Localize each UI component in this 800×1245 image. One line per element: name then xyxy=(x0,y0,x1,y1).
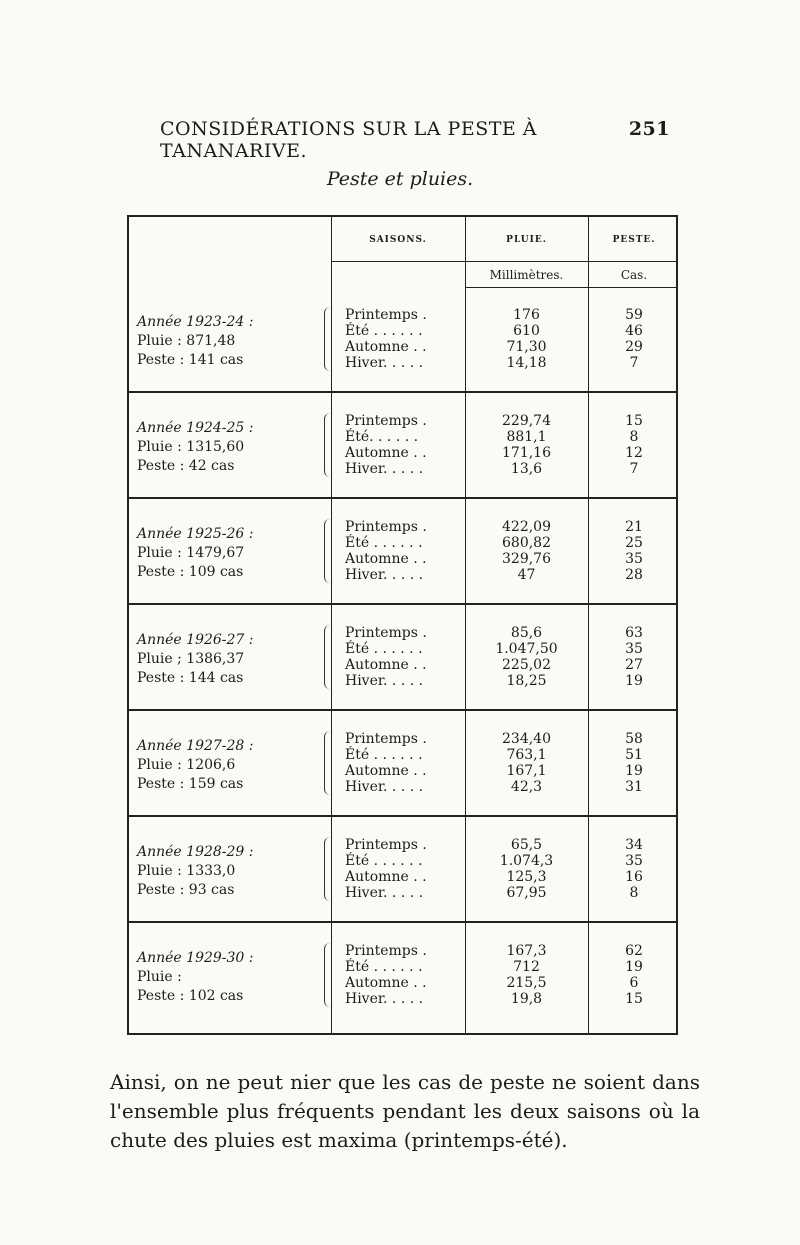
rain-total: Pluie : 871,48 xyxy=(137,333,236,349)
plague-cell: 6 xyxy=(629,975,639,991)
season-rows xyxy=(345,519,676,583)
plague-cell: 12 xyxy=(625,445,643,461)
brace xyxy=(324,625,333,689)
table-row xyxy=(345,641,676,657)
year-label: Année 1925-26 : xyxy=(137,526,254,542)
year-group xyxy=(129,393,676,499)
peste-pluies-table xyxy=(127,215,678,1035)
table-row xyxy=(345,445,676,461)
plague-cell: 31 xyxy=(625,779,643,795)
table-row xyxy=(345,959,676,975)
year-label: Année 1923-24 : xyxy=(137,314,254,330)
year-summary xyxy=(137,949,327,1006)
plague-cell: 7 xyxy=(629,355,639,371)
table-row xyxy=(345,673,676,689)
plague-cell: 8 xyxy=(629,885,639,901)
rain-cell: 171,16 xyxy=(502,445,551,461)
plague-cell: 16 xyxy=(625,869,643,885)
table-row xyxy=(345,885,676,901)
year-label: Année 1924-25 : xyxy=(137,420,254,436)
conclusion-paragraph: Ainsi, on ne peut nier que les cas de peste ne soient dans l'ensemble plus fréquents pendant les deux saisons où la chute des pluies est maxima (printemps-été). xyxy=(110,1070,700,1152)
table-row xyxy=(345,853,676,869)
season-rows xyxy=(345,837,676,901)
season-cell: Été . . . . . . xyxy=(345,747,423,763)
plague-cell: 35 xyxy=(625,853,643,869)
year-group xyxy=(129,605,676,711)
rain-cell: 42,3 xyxy=(510,779,543,795)
rain-cell: 14,18 xyxy=(506,355,547,371)
year-group xyxy=(129,499,676,605)
plague-total: Peste : 42 cas xyxy=(137,458,235,474)
table-row xyxy=(345,943,676,959)
rain-cell: 65,5 xyxy=(510,837,543,853)
plague-cell: 59 xyxy=(625,307,643,323)
table-row xyxy=(345,747,676,763)
column-header-peste: PESTE. xyxy=(612,235,656,245)
season-cell: Printemps . xyxy=(345,625,427,641)
plague-cell: 25 xyxy=(625,535,643,551)
season-cell: Printemps . xyxy=(345,731,427,747)
year-summary xyxy=(137,631,327,688)
plague-cell: 28 xyxy=(625,567,643,583)
season-cell: Hiver. . . . . xyxy=(345,461,424,477)
plague-cell: 27 xyxy=(625,657,643,673)
rain-total: Pluie : 1479,67 xyxy=(137,545,245,561)
season-cell: Automne . . xyxy=(345,551,427,567)
rain-cell: 215,5 xyxy=(506,975,547,991)
brace xyxy=(324,731,333,795)
plague-cell: 58 xyxy=(625,731,643,747)
season-cell: Printemps . xyxy=(345,413,427,429)
table-row xyxy=(345,339,676,355)
table-row xyxy=(345,429,676,445)
table-row xyxy=(345,535,676,551)
column-header-saisons: SAISONS. xyxy=(369,235,427,245)
rain-cell: 71,30 xyxy=(506,339,547,355)
year-label: Année 1929-30 : xyxy=(137,950,254,966)
unit-peste: Cas. xyxy=(620,268,648,282)
season-cell: Automne . . xyxy=(345,657,427,673)
season-cell: Printemps . xyxy=(345,307,427,323)
plague-cell: 15 xyxy=(625,413,643,429)
table-row xyxy=(345,519,676,535)
table-row xyxy=(345,731,676,747)
season-cell: Hiver. . . . . xyxy=(345,567,424,583)
rain-cell: 1.047,50 xyxy=(495,641,558,657)
season-cell: Hiver. . . . . xyxy=(345,355,424,371)
season-rows xyxy=(345,307,676,371)
plague-cell: 19 xyxy=(625,763,643,779)
rain-cell: 329,76 xyxy=(502,551,551,567)
year-label: Année 1928-29 : xyxy=(137,844,254,860)
year-group xyxy=(129,711,676,817)
season-rows xyxy=(345,943,676,1007)
season-rows xyxy=(345,625,676,689)
plague-cell: 35 xyxy=(625,551,643,567)
plague-cell: 35 xyxy=(625,641,643,657)
season-rows xyxy=(345,413,676,477)
plague-cell: 51 xyxy=(625,747,643,763)
year-group xyxy=(129,287,676,393)
table-row xyxy=(345,975,676,991)
plague-total: Peste : 109 cas xyxy=(137,564,244,580)
unit-pluie: Millimètres. xyxy=(489,268,564,282)
brace xyxy=(324,837,333,901)
table-row xyxy=(345,869,676,885)
rain-total: Pluie : 1315,60 xyxy=(137,439,245,455)
rain-cell: 763,1 xyxy=(506,747,547,763)
rain-cell: 18,25 xyxy=(506,673,547,689)
season-cell: Hiver. . . . . xyxy=(345,779,424,795)
brace xyxy=(324,943,333,1007)
plague-cell: 19 xyxy=(625,673,643,689)
page-number: 251 xyxy=(628,118,670,140)
year-label: Année 1927-28 : xyxy=(137,738,254,754)
season-cell: Automne . . xyxy=(345,975,427,991)
table-row xyxy=(345,413,676,429)
year-group xyxy=(129,817,676,923)
season-cell: Hiver. . . . . xyxy=(345,991,424,1007)
brace xyxy=(324,307,333,371)
plague-total: Peste : 93 cas xyxy=(137,882,235,898)
season-cell: Hiver. . . . . xyxy=(345,673,424,689)
year-group xyxy=(129,923,676,1029)
season-cell: Été . . . . . . xyxy=(345,853,423,869)
plague-total: Peste : 144 cas xyxy=(137,670,244,686)
year-summary xyxy=(137,313,327,370)
season-cell: Hiver. . . . . xyxy=(345,885,424,901)
rain-cell: 712 xyxy=(513,959,540,975)
plague-cell: 15 xyxy=(625,991,643,1007)
rain-cell: 1.074,3 xyxy=(499,853,554,869)
rain-cell: 167,3 xyxy=(506,943,547,959)
table-row xyxy=(345,355,676,371)
column-header-pluie: PLUIE. xyxy=(506,235,547,245)
season-cell: Automne . . xyxy=(345,445,427,461)
table-row xyxy=(345,323,676,339)
brace xyxy=(324,413,333,477)
year-label: Année 1926-27 : xyxy=(137,632,254,648)
plague-total: Peste : 159 cas xyxy=(137,776,244,792)
season-cell: Automne . . xyxy=(345,869,427,885)
rain-cell: 680,82 xyxy=(502,535,551,551)
plague-cell: 63 xyxy=(625,625,643,641)
plague-total: Peste : 102 cas xyxy=(137,988,244,1004)
season-cell: Été. . . . . . xyxy=(345,429,419,445)
rain-total: Pluie ; 1386,37 xyxy=(137,651,245,667)
table-row xyxy=(345,625,676,641)
table-row xyxy=(345,837,676,853)
season-cell: Automne . . xyxy=(345,763,427,779)
table-row xyxy=(345,307,676,323)
rain-cell: 19,8 xyxy=(510,991,543,1007)
rain-cell: 47 xyxy=(517,567,536,583)
rain-cell: 13,6 xyxy=(510,461,543,477)
season-cell: Printemps . xyxy=(345,519,427,535)
rain-total: Pluie : 1333,0 xyxy=(137,863,236,879)
table-row xyxy=(345,567,676,583)
plague-cell: 46 xyxy=(625,323,643,339)
rain-cell: 176 xyxy=(513,307,540,323)
plague-total: Peste : 141 cas xyxy=(137,352,244,368)
table-row xyxy=(345,991,676,1007)
table-row xyxy=(345,657,676,673)
season-cell: Été . . . . . . xyxy=(345,535,423,551)
season-cell: Printemps . xyxy=(345,943,427,959)
rain-cell: 881,1 xyxy=(506,429,547,445)
season-cell: Printemps . xyxy=(345,837,427,853)
rain-cell: 125,3 xyxy=(506,869,547,885)
season-cell: Automne . . xyxy=(345,339,427,355)
rain-cell: 167,1 xyxy=(506,763,547,779)
table-row xyxy=(345,779,676,795)
table-title: Peste et pluies. xyxy=(326,168,474,190)
year-summary xyxy=(137,525,327,582)
brace xyxy=(324,519,333,583)
rain-total: Pluie : xyxy=(137,969,182,985)
season-cell: Été . . . . . . xyxy=(345,323,423,339)
season-rows xyxy=(345,731,676,795)
rain-cell: 67,95 xyxy=(506,885,547,901)
season-cell: Été . . . . . . xyxy=(345,641,423,657)
plague-cell: 8 xyxy=(629,429,639,445)
season-cell: Été . . . . . . xyxy=(345,959,423,975)
rain-cell: 422,09 xyxy=(502,519,551,535)
plague-cell: 7 xyxy=(629,461,639,477)
rain-cell: 85,6 xyxy=(510,625,543,641)
rain-cell: 234,40 xyxy=(502,731,551,747)
year-summary xyxy=(137,843,327,900)
plague-cell: 29 xyxy=(625,339,643,355)
rain-cell: 610 xyxy=(513,323,540,339)
year-summary xyxy=(137,419,327,476)
year-summary xyxy=(137,737,327,794)
header-title: CONSIDÉRATIONS SUR LA PESTE À TANANARIVE. xyxy=(160,118,538,162)
rain-cell: 225,02 xyxy=(502,657,551,673)
running-header xyxy=(160,118,670,162)
plague-cell: 19 xyxy=(625,959,643,975)
plague-cell: 21 xyxy=(625,519,643,535)
table-row xyxy=(345,763,676,779)
table-row xyxy=(345,551,676,567)
rain-cell: 229,74 xyxy=(502,413,551,429)
plague-cell: 34 xyxy=(625,837,643,853)
plague-cell: 62 xyxy=(625,943,643,959)
header-rule xyxy=(331,261,676,262)
rain-total: Pluie : 1206,6 xyxy=(137,757,236,773)
table-row xyxy=(345,461,676,477)
